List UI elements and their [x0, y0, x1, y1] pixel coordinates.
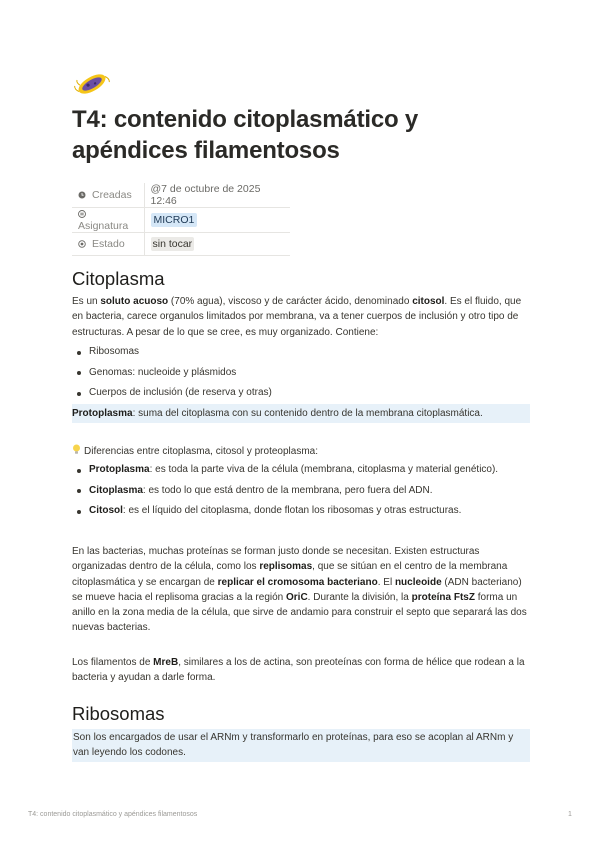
ribosomas-paragraph: Son los encargados de usar el ARNm y transformarlo en proteínas, para eso se acoplan al ARNm y van leyendo los codones. [72, 729, 530, 762]
footer-title: T4: contenido citoplasmático y apéndices filamentosos [28, 811, 198, 818]
clock-icon [78, 191, 86, 199]
page-title-line-1: T4: contenido citoplasmático y [72, 106, 419, 133]
list-item: Protoplasma: es toda la parte viva de la célula (membrana, citoplasma y material genético). [72, 460, 530, 481]
differences-callout: Diferencias entre citoplasma, citosol y proteoplasma: [72, 444, 530, 459]
mreb-paragraph: Los filamentos de MreB, similares a los de actina, son preoteínas con forma de hélice que rodean a la bacteria y ayudan a darle forma. [72, 657, 525, 684]
citoplasma-contents-list [72, 342, 530, 404]
protoplasma-definition: Protoplasma: suma del citoplasma con su contenido dentro de la membrana citoplasmática. [72, 404, 530, 423]
property-row-subject [72, 208, 290, 233]
property-value-created: @7 de octubre de 2025 12:46 [150, 183, 261, 207]
property-key-subject: Asignatura [78, 220, 129, 232]
list-icon [78, 210, 86, 218]
list-item: Cuerpos de inclusión (de reserva y otras) [72, 383, 530, 404]
list-item: Citoplasma: es todo lo que está dentro de la membrana, pero fuera del ADN. [72, 481, 530, 502]
heading-ribosomas: Ribosomas [72, 703, 165, 724]
property-row-status [72, 233, 290, 256]
footer-page-number: 1 [568, 811, 572, 818]
differences-list [72, 460, 530, 522]
properties-table [72, 183, 290, 256]
bacterias-paragraph: En las bacterias, muchas proteínas se forman justo donde se necesitan. Existen estructuras organizadas dentro de la célula, como los replisomas, que se sitúan en el centro de la membrana citoplasmática y se encargan de replicar el cromosoma bacteriano. El nucleoide (ADN bacteriano) se mueve hacia el replisoma gracias a la región OriC. Durante la división, la proteína FtsZ forma un anillo en la zona media de la célula, que sirve de andamio para construir el septo que separará las dos nuevas bacterias. [72, 546, 527, 634]
bacterium-icon [72, 70, 112, 98]
page-title [72, 104, 532, 166]
heading-citoplasma: Citoplasma [72, 268, 165, 289]
property-row-created [72, 183, 290, 208]
status-tag[interactable]: sin tocar [152, 238, 193, 250]
status-icon [78, 240, 86, 248]
property-key-created: Creadas [92, 189, 132, 201]
subject-tag[interactable]: MICRO1 [151, 213, 198, 227]
lightbulb-icon [72, 444, 81, 455]
list-item: Genomas: nucleoide y plásmidos [72, 363, 530, 384]
citoplasma-intro-paragraph: Es un soluto acuoso (70% agua), viscoso y de carácter ácido, denominado citosol. Es el fluido, que en bacteria, carece organulos limitados por membrana, va a tener cuerpos de inclusión y otro tipo de estructuras. A pesar de lo que se cree, es muy organizado. Contiene: [72, 296, 522, 338]
property-key-status: Estado [92, 238, 125, 250]
list-item: Citosol: es el líquido del citoplasma, donde flotan los ribosomas y otras estructuras. [72, 501, 530, 522]
page-title-line-2: apéndices filamentosos [72, 137, 340, 164]
list-item: Ribosomas [72, 342, 530, 363]
